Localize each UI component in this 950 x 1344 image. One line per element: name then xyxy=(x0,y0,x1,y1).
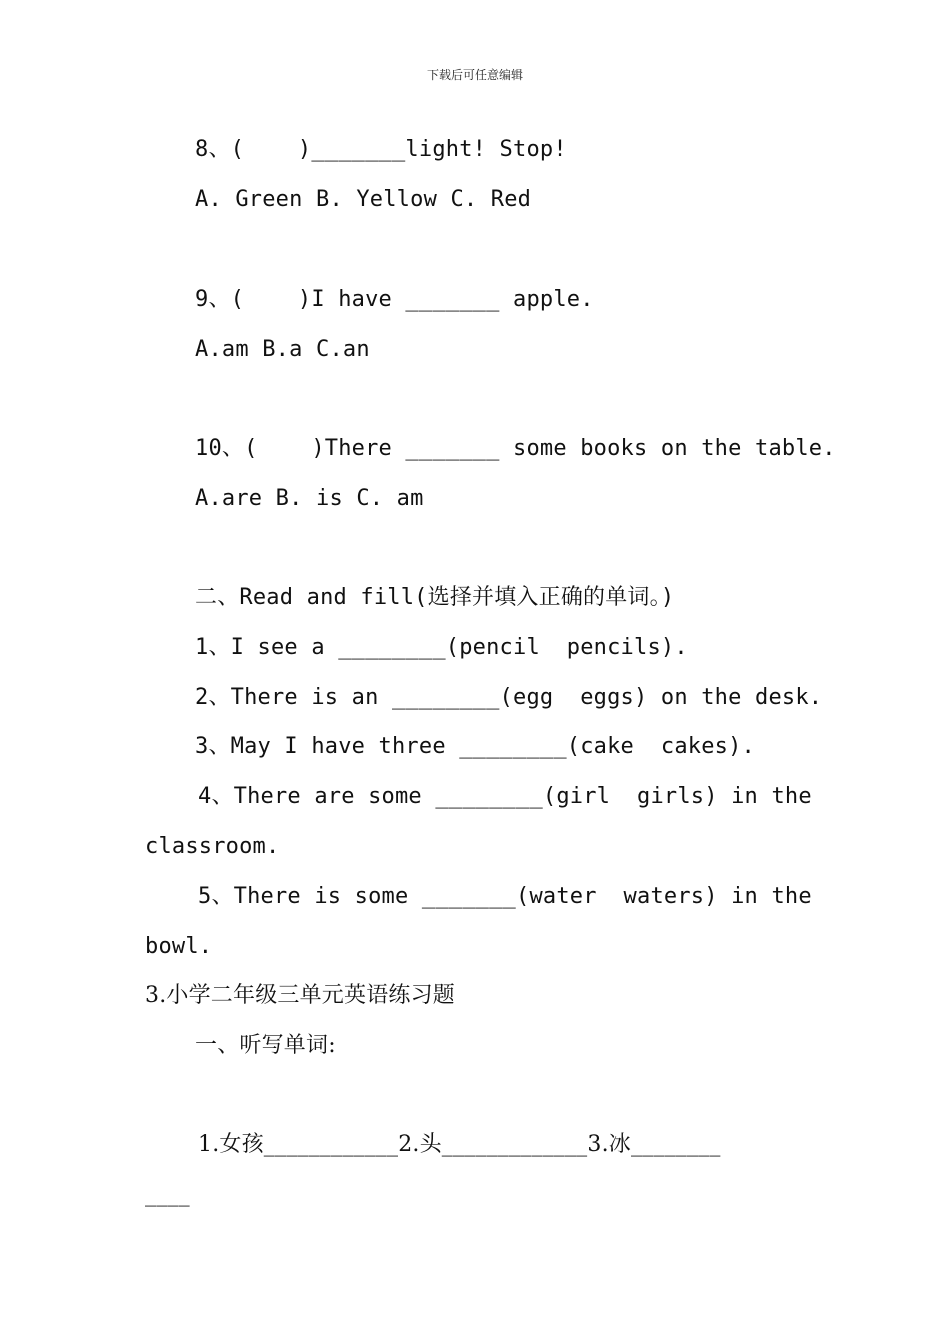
question-8-options: A. Green B. Yellow C. Red xyxy=(195,187,532,212)
fill-item-5-continued: bowl. xyxy=(145,934,213,959)
question-9-options: A.am B.a C.an xyxy=(195,337,370,362)
question-9-stem: 9、( )I have _______ apple. xyxy=(195,287,594,312)
part-3-section-1-title: 一、听写单词: xyxy=(195,1033,336,1058)
section-2-title: 二、Read and fill(选择并填入正确的单词。) xyxy=(195,585,675,610)
fill-item-3: 3、May I have three ________(cake cakes). xyxy=(195,734,756,759)
question-10-stem: 10、( )There _______ some books on the table. xyxy=(195,436,836,461)
dictation-line: 1.女孩____________2.头_____________3.冰________ xyxy=(198,1132,721,1157)
fill-item-1: 1、I see a ________(pencil pencils). xyxy=(195,635,688,660)
fill-item-2: 2、There is an ________(egg eggs) on the desk. xyxy=(195,685,823,710)
question-8-stem: 8、( )_______light! Stop! xyxy=(195,137,567,162)
part-3-title: 3.小学二年级三单元英语练习题 xyxy=(145,983,455,1008)
question-10-options: A.are B. is C. am xyxy=(195,486,424,511)
dictation-line-continued: ____ xyxy=(145,1182,190,1207)
fill-item-5: 5、There is some _______(water waters) in the xyxy=(198,884,812,909)
page-header-note: 下载后可任意编辑 xyxy=(426,68,523,82)
fill-item-4-continued: classroom. xyxy=(145,834,280,859)
fill-item-4: 4、There are some ________(girl girls) in the xyxy=(198,784,812,809)
